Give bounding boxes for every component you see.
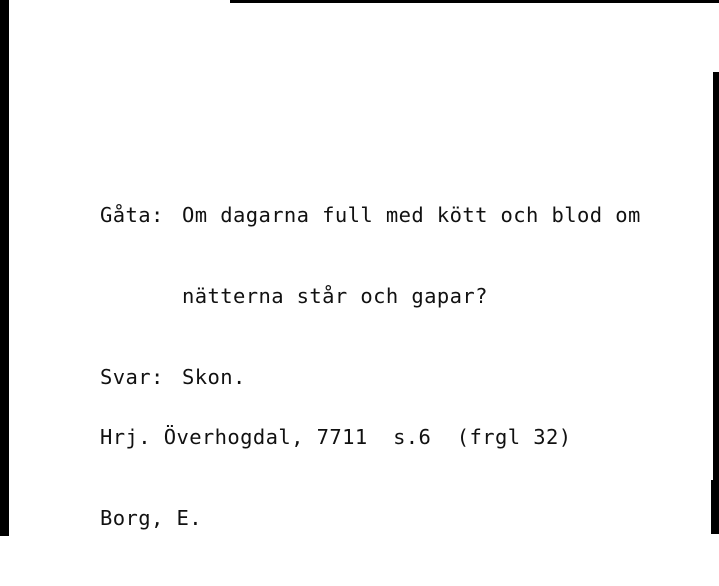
source-block [100,370,571,586]
question-line-1: Om dagarna full med kött och blod om [182,203,641,227]
answer-label: Svar: [100,365,164,389]
riddle-question-row-2 [100,283,641,310]
scan-edge-right [713,72,719,534]
question-indent [100,283,182,310]
scan-edge-left [0,0,9,536]
scan-edge-right-notch [711,480,715,534]
answer-text: Skon. [182,365,246,389]
riddle-question-row [100,202,641,229]
scan-edge-top [230,0,719,3]
source-collector: Borg, E. [100,506,202,530]
question-label: Gåta: [100,203,164,227]
source-location: Hrj. Överhogdal, 7711 s.6 (frgl 32) [100,425,572,449]
question-line-2: nätterna står och gapar? [182,284,488,308]
